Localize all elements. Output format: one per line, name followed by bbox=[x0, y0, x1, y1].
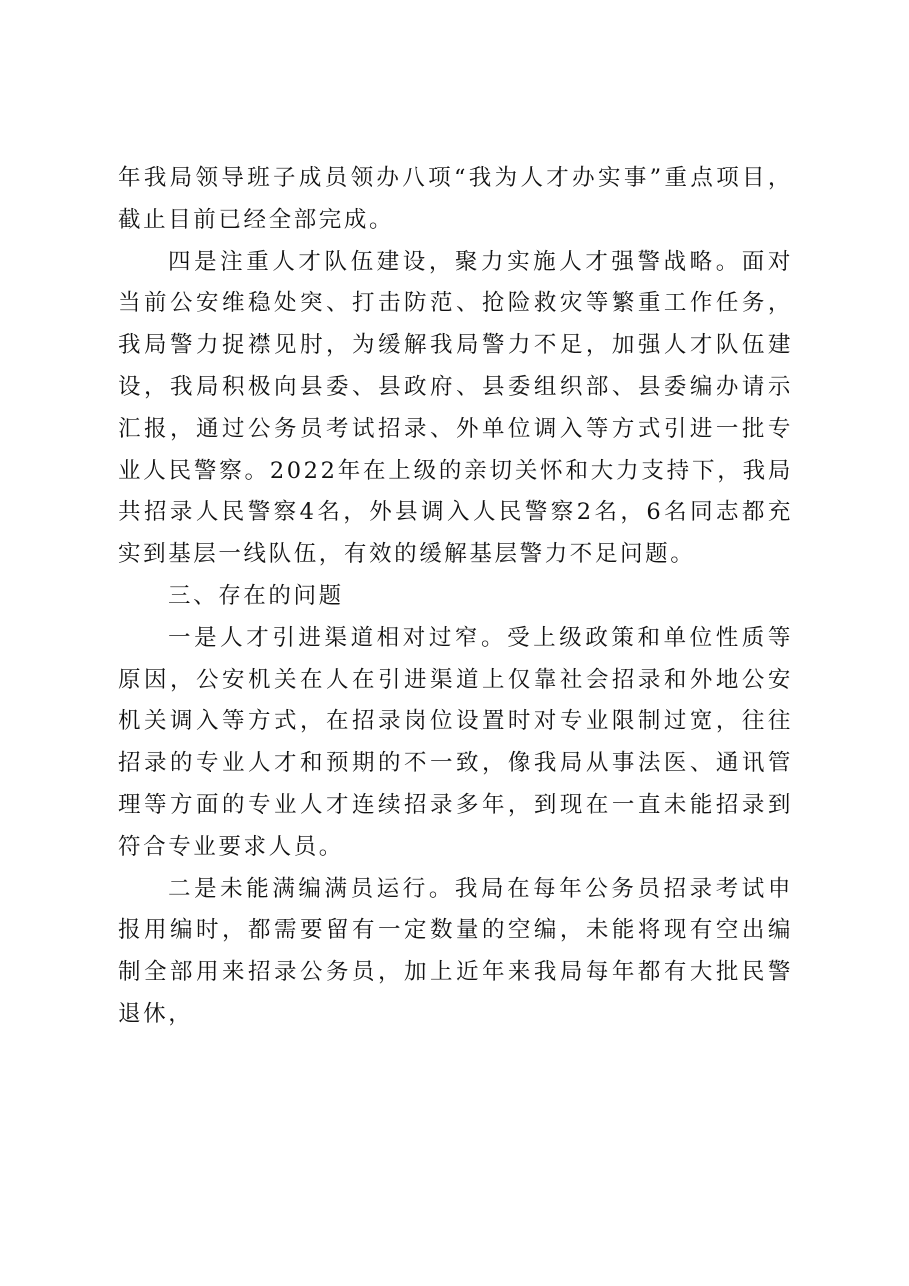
paragraph-continuation: 年我局领导班子成员领办八项“我为人才办实事”重点项目，截止目前已经全部完成。 bbox=[118, 165, 793, 233]
paragraph-talent-team-building: 四是注重人才队伍建设，聚力实施人才强警战略。面对当前公安维稳处突、打击防范、抢险救灾等繁重工作任务，我局警力捉襟见肘，为缓解我局警力不足，加强人才队伍建设，我局积极向县委、县政府、县委组织部、县委编办请示汇报，通过公务员考试招录、外单位调入等方式引进一批专业人民警察。2022年在上级的亲切关怀和大力支持下，我局共招录人民警察4名，外县调入人民警察2名，6名同志都充实到基层一线队伍，有效的缓解基层警力不足问题。 bbox=[118, 248, 793, 568]
section-heading-existing-problems: 三、存在的问题 bbox=[168, 582, 344, 609]
paragraph-narrow-recruitment-channels: 一是人才引进渠道相对过窄。受上级政策和单位性质等原因，公安机关在人在引进渠道上仅靠社会招录和外地公安机关调入等方式，在招录岗位设置时对专业限制过宽，往往招录的专业人才和预期的不一致，像我局从事法医、通讯管理等方面的专业人才连续招录多年，到现在一直未能招录到符合专业要求人员。 bbox=[118, 624, 793, 860]
document-body bbox=[118, 158, 793, 1036]
paragraph-understaffing: 二是未能满编满员运行。我局在每年公务员招录考试申报用编时，都需要留有一定数量的空编，未能将现有空出编制全部用来招录公务员，加上近年来我局每年都有大批民警退休， bbox=[118, 875, 793, 1027]
